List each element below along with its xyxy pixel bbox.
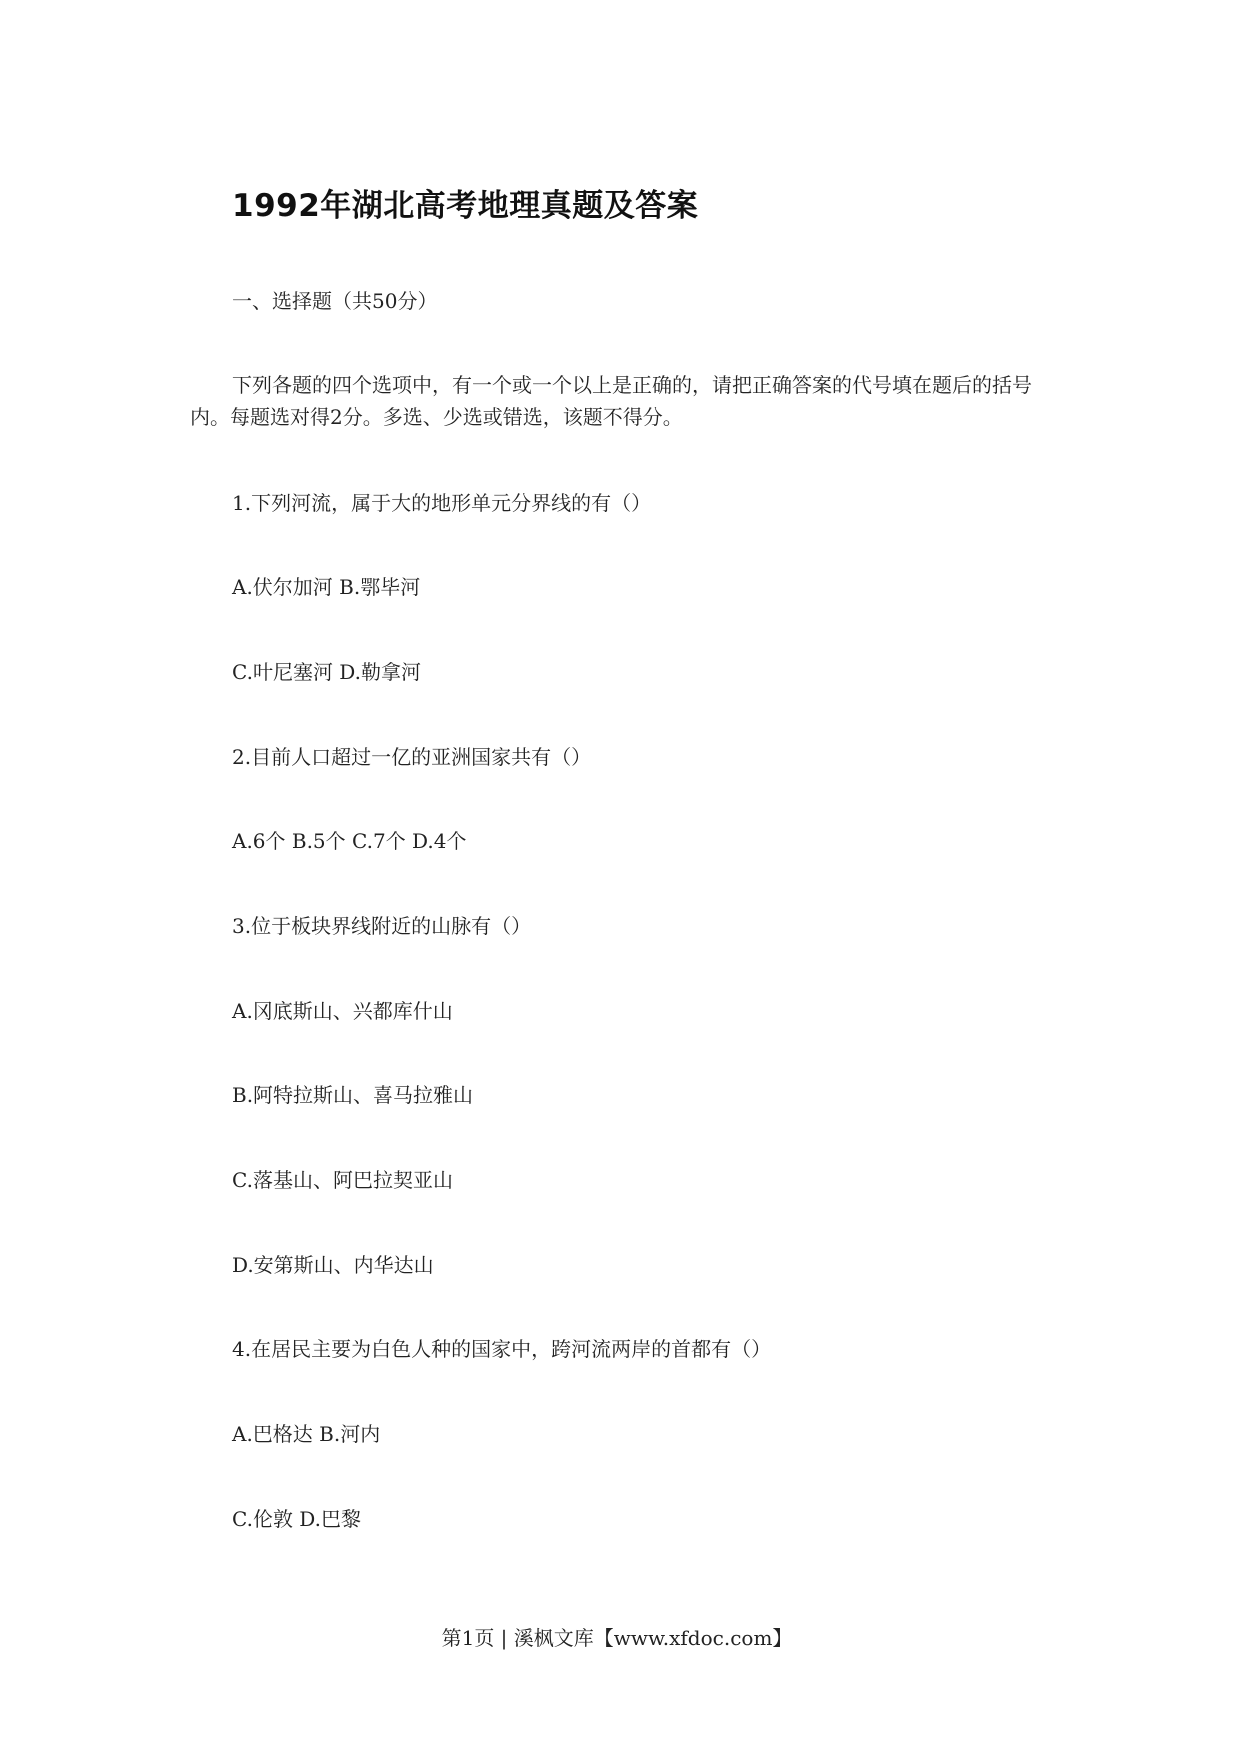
section-heading: 一、选择题（共50分）: [232, 289, 438, 313]
question-2-stem: 2.目前人口超过一亿的亚洲国家共有（）: [232, 745, 592, 769]
question-3-option-b: B.阿特拉斯山、喜马拉雅山: [232, 1083, 474, 1107]
question-3-option-d: D.安第斯山、内华达山: [232, 1253, 434, 1277]
question-1-stem: 1.下列河流，属于大的地形单元分界线的有（）: [232, 491, 652, 515]
page-footer: 第1页 | 溪枫文库【www.xfdoc.com】: [441, 1626, 793, 1650]
question-4-options-line-2: C.伦敦 D.巴黎: [232, 1507, 361, 1531]
document-title: 1992年湖北高考地理真题及答案: [232, 188, 699, 224]
instructions-text: 下列各题的四个选项中，有一个或一个以上是正确的，请把正确答案的代号填在题后的括号内。每题选对得2分。多选、少选或错选，该题不得分。: [190, 373, 1032, 429]
question-3-option-c: C.落基山、阿巴拉契亚山: [232, 1168, 453, 1192]
question-3-option-a: A.冈底斯山、兴都库什山: [232, 999, 453, 1023]
question-4-stem: 4.在居民主要为白色人种的国家中，跨河流两岸的首都有（）: [232, 1337, 772, 1361]
instructions-paragraph: [190, 369, 1050, 433]
question-1-options-line-1: A.伏尔加河 B.鄂毕河: [232, 575, 421, 599]
question-4-options-line-1: A.巴格达 B.河内: [232, 1422, 381, 1446]
question-2-options-line-1: A.6个 B.5个 C.7个 D.4个: [232, 829, 467, 853]
question-1-options-line-2: C.叶尼塞河 D.勒拿河: [232, 660, 421, 684]
question-3-stem: 3.位于板块界线附近的山脉有（）: [232, 914, 532, 938]
